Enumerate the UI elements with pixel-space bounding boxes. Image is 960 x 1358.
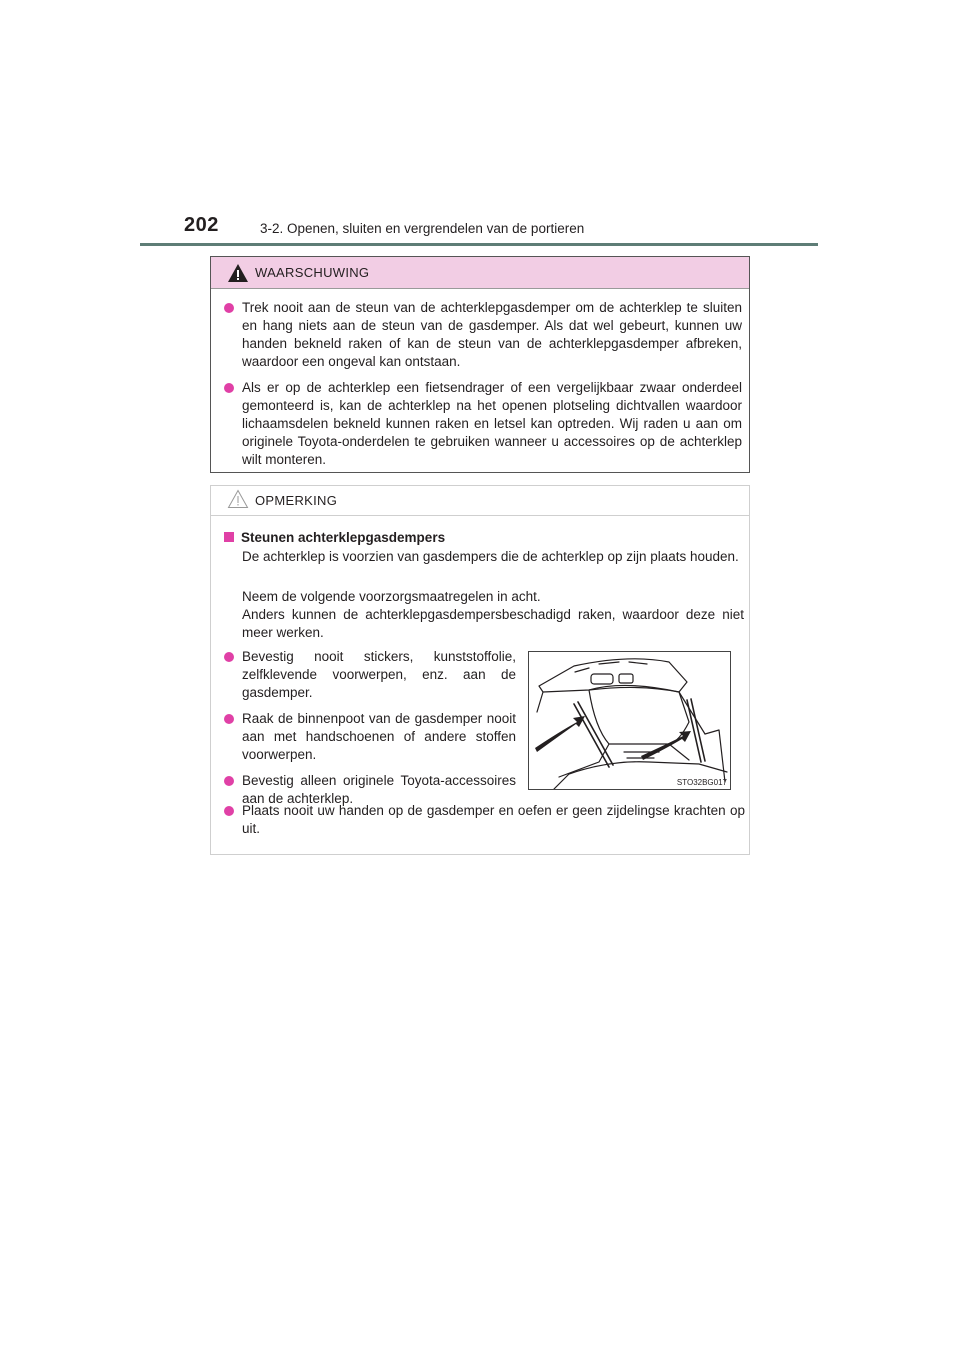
note-box: [210, 485, 750, 855]
warning-label: WAARSCHUWING: [255, 265, 370, 280]
list-item: [211, 299, 742, 371]
section-title: 3-2. Openen, sluiten en vergrendelen van de portieren: [260, 221, 585, 236]
note-list-continued: [211, 802, 745, 838]
list-item-text: Plaats nooit uw handen op de gasdemper en oefen er geen zijdelingse krachten op uit.: [242, 803, 745, 836]
list-item-text: Als er op de achterklep een fietsendrager of een vergelijkbaar zwaar onderdeel gemonteerd is, kan de achterklep na het openen plotseling dichtvallen waardoor lichaamsdelen bekneld kunnen raken en letsel kan optreden. Wij raden u aan om originele Toyota-onderdelen te gebruiken wanneer u accessoires op de achterklep wilt monteren.: [242, 380, 742, 467]
note-subheading: [224, 530, 445, 545]
bullet-dot-icon: [224, 303, 234, 313]
list-item: [211, 802, 745, 838]
warning-icon: [227, 263, 249, 283]
tailgate-illustration: [528, 651, 731, 790]
square-bullet-icon: [224, 532, 234, 542]
note-paragraph-line: Neem de volgende voorzorgsmaatregelen in acht.: [242, 589, 541, 604]
header-rule: [140, 243, 818, 246]
list-item-text: Bevestig alleen originele Toyota-accessoires aan de achterklep.: [242, 773, 516, 806]
list-item-text: Bevestig nooit stickers, kunststoffolie, zelfklevende voorwerpen, enz. aan de gasdemper.: [242, 649, 516, 700]
bullet-dot-icon: [224, 714, 234, 724]
illustration-code: STO32BG017: [676, 778, 727, 787]
caution-outline-icon: [227, 489, 249, 509]
list-item-text: Trek nooit aan de steun van de achterklepgasdemper om de achterklep te sluiten en hang niets aan de steun van de gasdemper. Als dat wel gebeurt, kunnen uw handen bekneld raken of kan de steun van de achterklepgasdemper afbreken, waardoor een ongeval kan ontstaan.: [242, 300, 742, 369]
list-item: [211, 648, 516, 702]
arrow-left-icon: [535, 716, 585, 752]
bullet-dot-icon: [224, 776, 234, 786]
list-item-text: Raak de binnenpoot van de gasdemper nooit aan met handschoenen of andere stoffen voorwerpen.: [242, 711, 516, 762]
tailgate-drawing: [529, 652, 730, 789]
warning-header: [211, 257, 749, 289]
warning-box: [210, 256, 750, 473]
note-label: OPMERKING: [255, 493, 338, 508]
note-paragraph: De achterklep is voorzien van gasdempers die de achterklep op zijn plaats houden.: [242, 549, 739, 564]
bullet-dot-icon: [224, 383, 234, 393]
note-subheading-text: Steunen achterklepgasdempers: [241, 530, 446, 545]
bullet-dot-icon: [224, 806, 234, 816]
bullet-dot-icon: [224, 652, 234, 662]
note-list: [211, 648, 516, 816]
list-item: [211, 379, 742, 469]
note-paragraph: Anders kunnen de achterklepgasdempersbeschadigd raken, waardoor deze niet meer werken.: [242, 607, 744, 640]
warning-list: [211, 289, 749, 469]
note-header: [211, 486, 749, 516]
page-number: 202: [184, 214, 219, 236]
list-item: [211, 710, 516, 764]
